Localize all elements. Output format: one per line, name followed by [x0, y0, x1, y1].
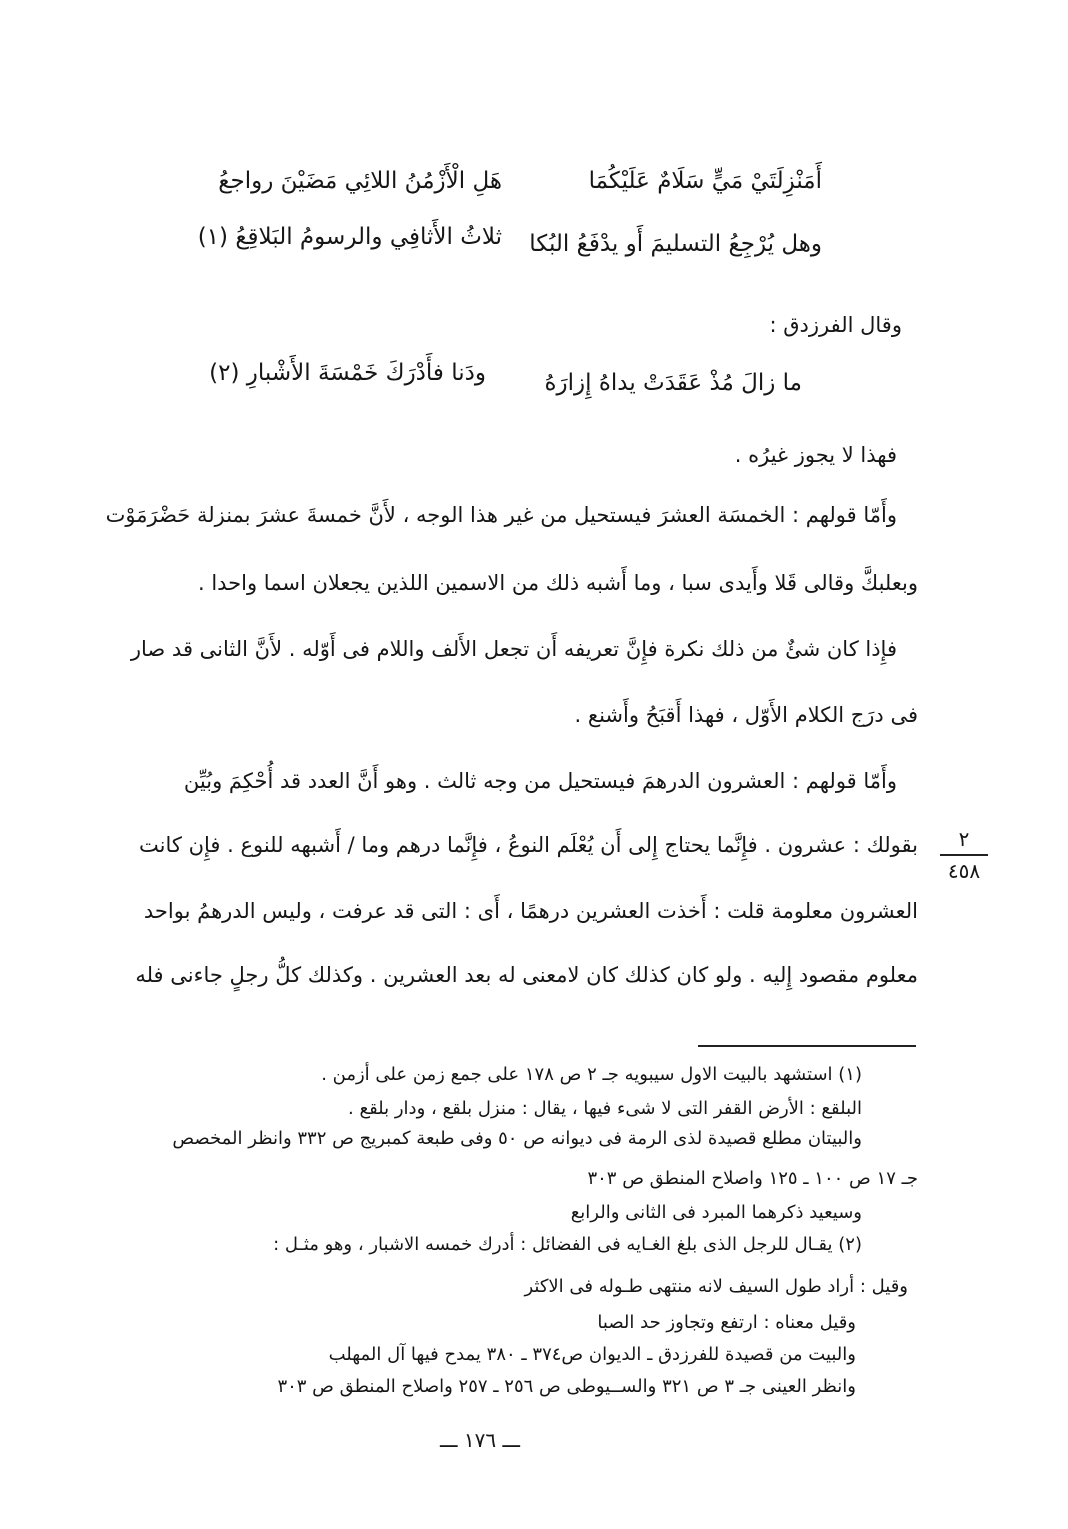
- paragraph-3-line-3: العشرون معلومة قلت : أَخذت العشرين درهمًا ، أَى : التى قد عرفت ، وليس الدرهمُ بواحد: [143, 899, 918, 923]
- footnote-line: وسيعيد ذكرهما المبرد فى الثانى والرابع: [570, 1202, 862, 1223]
- footnote-line: (١) استشهد بالبيت الاول سيبويه جـ ٢ ص ١٧٨ على جمع زمن على أزمن .: [321, 1064, 862, 1085]
- paragraph-3-line-2: بقولك : عشرون . فإِنَّما يحتاج إِلى أَن يُعْلَم النوعُ ، فإِنَّما درهم وما / أَشبهه للنوع . فإِن كانت: [139, 833, 918, 857]
- paragraph-2-line-1: فإِذا كان شئٌ من ذلك نكرة فإِنَّ تعريفه أَن تجعل الأَلف واللام فى أَوّله . لأَنَّ الثانى قد صار: [130, 637, 897, 661]
- margin-reference-bottom: ٤٥٨: [947, 859, 981, 883]
- statement-no-other: فهذا لا يجوز غيرُه .: [734, 443, 897, 467]
- paragraph-1-line-2: وبعلبكَّ وقالى قَلا وأَيدى سبا ، وما أَشبه ذلك من الاسمين اللذين يجعلان اسما واحدا .: [197, 571, 918, 595]
- footnote-line: جـ ١٧ ص ١٠٠ ـ ١٢٥ واصلاح المنطق ص ٣٠٣: [587, 1168, 918, 1189]
- verse-2-second-hemistich: ثلاثُ الأَثافِي والرسومُ البَلاقِعُ (١): [197, 224, 502, 250]
- footnote-line: وانظر العينى جـ ٣ ص ٣٢١ والســيوطى ص ٢٥٦ ـ ٢٥٧ واصلاح المنطق ص ٣٠٣: [277, 1376, 856, 1397]
- verse-3-second-hemistich: ودَنا فأَدْرَكَ خَمْسَةَ الأَشْبارِ (٢): [209, 360, 486, 386]
- verse-2-first-hemistich: وهل يُرْجِعُ التسليمَ أَو يدْفَعُ البُكا: [529, 231, 822, 257]
- footnote-line: والبيتان مطلع قصيدة لذى الرمة فى ديوانه ص ٥٠ وفى طبعة كمبريج ص ٣٣٢ وانظر المخصص: [172, 1128, 862, 1149]
- footnote-line: وقيل : أراد طول السيف لانه منتهى طـوله فى الاكثر: [524, 1276, 908, 1297]
- verse-3-first-hemistich: ما زالَ مُذْ عَقَدَتْ يداهُ إِزارَهُ: [544, 370, 802, 396]
- footnote-line: والبيت من قصيدة للفرزدق ـ الديوان ص٣٧٤ ـ ٣٨٠ يمدح فيها آل المهلب: [328, 1344, 856, 1365]
- footnote-separator: [698, 1045, 916, 1047]
- margin-page-reference: [936, 826, 992, 884]
- margin-reference-bar: [940, 854, 988, 856]
- verse-1-first-hemistich: أَمَنْزِلَتَيْ مَيٍّ سَلَامٌ عَلَيْكُمَا: [588, 168, 822, 194]
- footnote-line: (٢) يقـال للرجل الذى بلغ الغـايه فى الفضائل : أدرك خمسه الاشبار ، وهو مثـل :: [273, 1234, 862, 1255]
- footnote-line: البلقع : الأرض القفر التى لا شىء فيها ، يقال : منزل بلقع ، ودار بلقع .: [348, 1098, 862, 1119]
- margin-reference-top: ٢: [958, 827, 970, 851]
- footnote-line: وقيل معناه : ارتفع وتجاوز حد الصبا: [597, 1312, 856, 1333]
- paragraph-3-line-1: وأَمّا قولهم : العشرون الدرهمَ فيستحيل من وجه ثالث . وهو أَنَّ العدد قد أُحْكِمَ وبُيِّن: [183, 769, 897, 793]
- paragraph-1-line-1: وأَمّا قولهم : الخمسَة العشرَ فيستحيل من غير هذا الوجه ، لأَنَّ خمسةَ عشرَ بمنزلة حَضْرَمَوْت: [105, 503, 897, 527]
- paragraph-3-line-4: معلوم مقصود إِليه . ولو كان كذلك كان لامعنى له بعد العشرين . وكذلك كلُّ رجلٍ جاءنى فله: [135, 963, 918, 987]
- page-number: ـــ ١٧٦ ـــ: [439, 1428, 521, 1452]
- farazdaq-intro: وقال الفرزدق :: [769, 313, 902, 337]
- verse-1-second-hemistich: هَلِ الْأَزْمُنُ اللائِي مَضَيْنَ رواجعُ: [218, 168, 502, 194]
- paragraph-2-line-2: فى درَج الكلام الأَوّل ، فهذا أَقبَحُ وأَشنع .: [574, 703, 918, 727]
